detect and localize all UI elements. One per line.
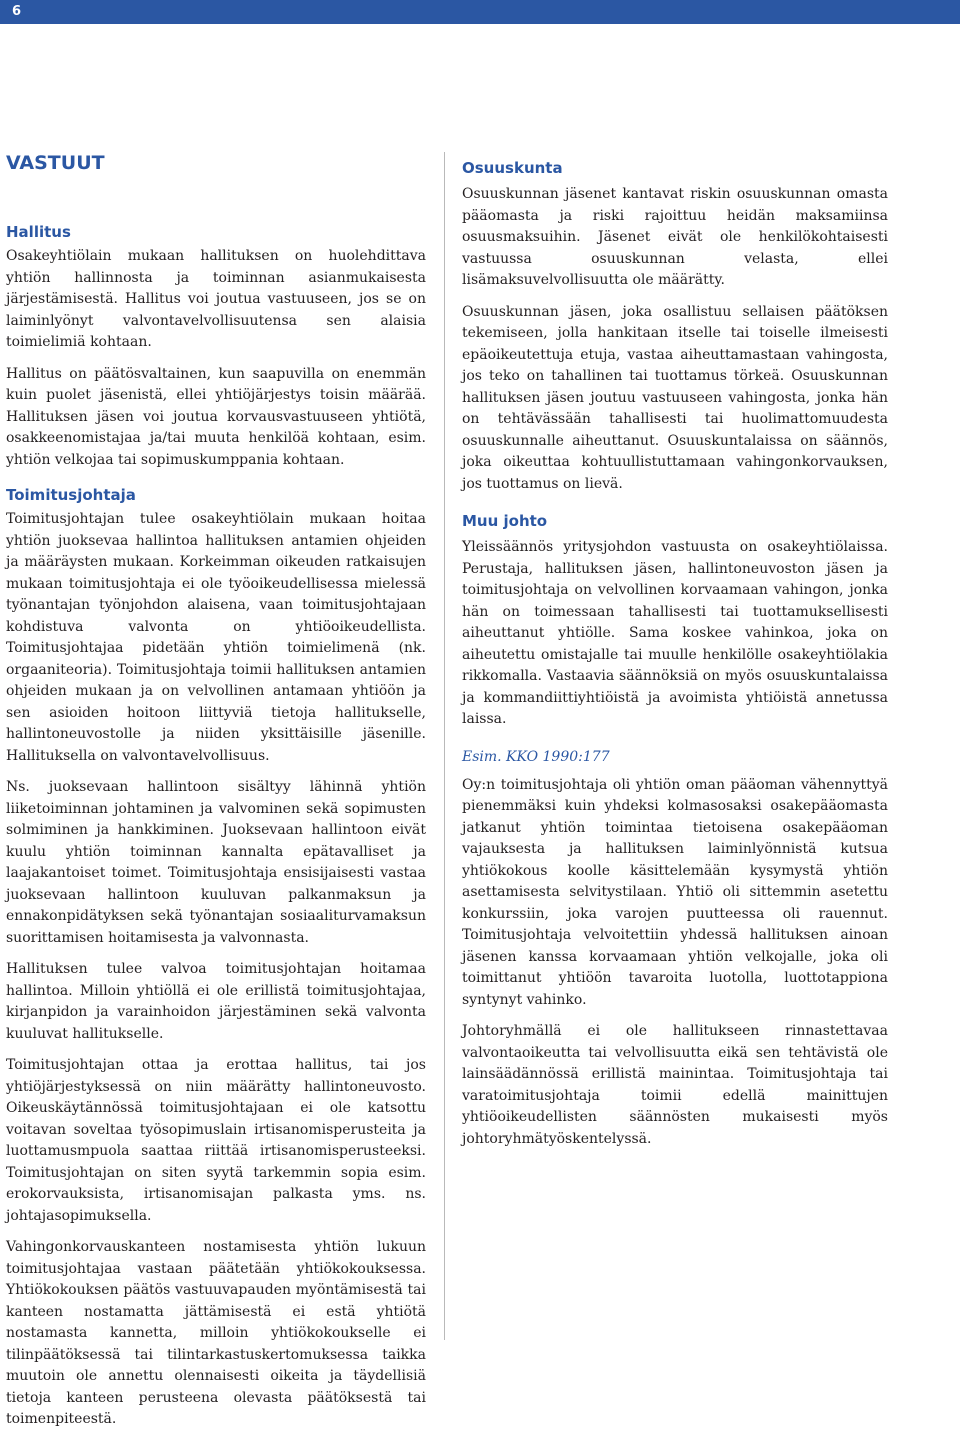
left-column [6,152,426,1441]
paragraph: Yleissäännös yritysjohdon vastuusta on osakeyhtiölaissa. Perustaja, hallituksen jäsen, hallintoneuvoston jäsen ja toimitusjohtaja on velvollinen korvaamaan vahingon, jonka hän on toimessaan tahallisesti tai tuottamuksellisesti aiheuttanut yhtiölle. Sama koskee vahinkoa, joka on aiheutettu omistajalle tai muulle henkilölle osakeyhtiölakia rikkomalla. Vastaavia säännöksiä on myös osuuskuntalaissa ja kommandiittiyhtiöistä ja avoimista yhtiöistä annetussa laissa. [462,539,888,727]
paragraph: Oy:n toimitusjohtaja oli yhtiön oman pääoman vähennyttyä pienemmäksi kuin yhdeksi kolmasosaksi osakepääomasta jatkanut yhtiön toimintaa tietoisena osakepääoman vajauksesta ja hallituksen laiminlyönnistä kutsua yhtiökokous koolle käsittelemään kysymystä yhtiön asettamisesta selvitystilaan. Yhtiö oli sittemmin asetettu konkurssiin, joka varojen puutteessa oli rauennut. Toimitusjohtaja velvoitettiin yhdessä hallituksen ainoan jäsenen kanssa korvaamaan yhtiön velkojalle, joka oli toimittanut yhtiöön tavaroita luotolla, luottotappiona syntynyt vahinko. [462,776,888,1008]
paragraph: Osakeyhtiölain mukaan hallituksen on huolehdittava yhtiön hallinnosta ja toiminnan asianmukaisesta järjestämisestä. Hallitus voi joutua vastuuseen, jos se on laiminlyönyt valvontavelvollisuutensa sen alaisia toimielimiä kohtaan. [6,248,426,350]
right-column [462,158,888,1160]
paragraph: Johtoryhmällä ei ole hallitukseen rinnastettavaa valvontaoikeutta tai velvollisuutta eikä sen tehtävistä ole lainsäädännössä erillistä mainintaa. Toimitusjohtaja tai varatoimitusjohtaja toimii edellä mainittujen yhtiöoikeudellisten säännösten mukaisesti myös johtoryhmätyöskentelyssä. [462,1023,888,1147]
paragraph: Hallituksen tulee valvoa toimitusjohtajan hoitamaa hallintoa. Milloin yhtiöllä ei ole erillistä toimitusjohtajaa, kirjanpidon ja varainhoidon järjestäminen sekä valvonta kuuluvat hallitukselle. [6,961,426,1042]
paragraph: Osuuskunnan jäsenet kantavat riskin osuuskunnan omasta pääomasta ja riski rajoittuu heidän maksamiinsa osuusmaksuihin. Jäsenet eivät ole henkilökohtaisesti vastuussa osuuskunnan velasta, ellei lisämaksuvelvollisuutta ole määrätty. [462,186,888,288]
paragraph: Toimitusjohtajan ottaa ja erottaa hallitus, tai jos yhtiöjärjestyksessä on niin määrätty hallintoneuvosto. Oikeuskäytännössä toimitusjohtajaan ei ole katsottu voitavan soveltaa työsopimuslain irtisanomisperusteita ja luottamusmpuola saattaa riittää irtisanomisperusteeksi. Toimitusjohtajan on siten syytä tarkemmin sopia esim. erokorvauksista, irtisanomisajan palkasta yms. ns. johtajasopimuksella. [6,1057,426,1224]
heading-toimitusjohtaja: Toimitusjohtaja [6,486,136,504]
page-number: 6 [12,4,22,19]
column-divider [444,152,445,1340]
case-reference: Esim. KKO 1990:177 [462,748,610,765]
heading-osuuskunta: Osuuskunta [462,159,563,177]
paragraph: Vahingonkorvauskanteen nostamisesta yhtiön lukuun toimitusjohtajaa vastaan päätetään yhtiökokouksessa. Yhtiökokouksen päätös vastuuvapauden myöntämisestä tai kanteen nostamatta jättämisestä ei estä yhtiötä nostamasta kannetta, milloin yhtiökokoukselle ei tilinpäätöksessä tai tilintarkastuskertomuksessa taikka muutoin ole annettu olennaisesti oikeita ja täydellisiä tietoja kanteen perusteena olevasta päätöksestä tai toimenpiteestä. [6,1239,426,1427]
page-header-bar [0,0,960,24]
paragraph: Osuuskunnan jäsen, joka osallistuu sellaisen päätöksen tekemiseen, jolla hankitaan itselle tai toiselle ilmeisesti epäoikeutettuja etuja, vastaa aiheuttamastaan vahingosta, jos teko on tahallinen tai tuottamus törkeä. Osuuskunnan hallituksen jäsen joutuu vastuuseen vahingosta, jonka hän on tehtävässään tahallisesti tai huolimattomuudesta osuuskunnalle aiheuttanut. Osuuskuntalaissa on säännös, joka oikeuttaa kohtuullistuttamaan vahingonkorvauksen, jos tuottamus on lievä. [462,303,888,492]
paragraph: Ns. juoksevaan hallintoon sisältyy lähinnä yhtiön liiketoiminnan johtaminen ja valvominen sekä sopimusten solmiminen ja hankkiminen. Juoksevaan hallintoon eivät kuulu yhtiön toiminnan kannalta epätavalliset ja laajakantoiset toimet. Toimitusjohtaja ensisijaisesti vastaa juoksevaan hallintoon kuuluvan palkanmaksun ja ennakonpidätyksen sekä työnantajan sosiaaliturvamaksun suorittamisen hoitamisesta ja valvonnasta. [6,779,426,946]
heading-hallitus: Hallitus [6,223,71,241]
heading-muu-johto: Muu johto [462,512,548,530]
section-title: VASTUUT [6,152,105,174]
paragraph: Toimitusjohtajan tulee osakeyhtiölain mukaan hoitaa yhtiön juoksevaa hallintoa hallituksen antamien ohjeiden ja määräysten mukaan. Korkeimman oikeuden ratkaisujen mukaan toimitusjohtaja ei ole työoikeudellisessa mielessä työnantajan työnjohdon alaisena, vaan toimitusjohtajaan kohdistuva valvonta on yhtiöoikeudellista. Toimitusjohtajaa pidetään yhtiön toimielimenä (nk. orgaaniteoria). Toimitusjohtaja toimii hallituksen antamien ohjeiden mukaan ja on velvollinen antamaan yhtiöön ja sen asioiden hoitoon liittyviä tietoja hallitukselle, hallintoneuvostolle ja niiden yksittäisille jäsenille. Hallituksella on valvontavelvollisuus. [6,511,426,764]
paragraph: Hallitus on päätösvaltainen, kun saapuvilla on enemmän kuin puolet jäsenistä, ellei yhtiöjärjestys toisin määrää. Hallituksen jäsen voi joutua korvausvastuuseen yhtiötä, osakkeenomistajaa ja/tai muuta henkilöä kohtaan, esim. yhtiön velkojaa tai sopimuskumppania kohtaan. [6,365,426,468]
